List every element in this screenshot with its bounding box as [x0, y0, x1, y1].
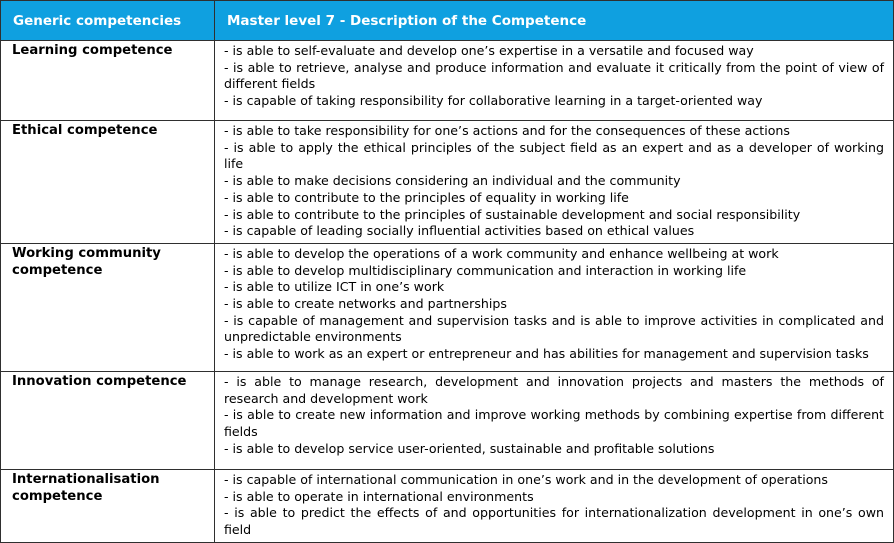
- table-body: [1, 41, 894, 543]
- description-item: - is able to utilize ICT in one’s work: [224, 279, 445, 295]
- competence-description: [215, 121, 894, 244]
- description-item: - is able to operate in international environments: [224, 488, 534, 504]
- description-item: - is able to take responsibility for one’s actions and for the consequences of these actions: [224, 123, 790, 138]
- competence-name: Ethical competence: [1, 121, 215, 244]
- table-header: [1, 1, 894, 41]
- description-item: - is able to predict the effects of and opportunities for internationalization development in one’s own field: [224, 505, 884, 538]
- table-row: [1, 121, 894, 244]
- table-row: [1, 41, 894, 121]
- table-row: [1, 371, 894, 469]
- description-item: - is able to manage research, development and innovation projects and masters the methods of research and development work: [224, 373, 884, 406]
- competence-description: [215, 243, 894, 371]
- competence-name: Learning competence: [1, 41, 215, 121]
- competence-name: Innovation competence: [1, 371, 215, 469]
- table-row: [1, 469, 894, 542]
- description-item: - is able to create networks and partnerships: [224, 296, 507, 312]
- description-item: - is able to contribute to the principles of sustainable development and social responsibility: [224, 206, 801, 222]
- description-item: - is able to retrieve, analyse and produce information and evaluate it critically from the point of view of different fields: [224, 59, 884, 92]
- description-item: - is able to make decisions considering an individual and the community: [224, 173, 681, 189]
- header-generic-competencies: Generic competencies: [1, 1, 215, 41]
- description-item: - is able to develop service user-oriented, sustainable and profitable solutions: [224, 440, 715, 456]
- table-row: [1, 243, 894, 371]
- description-item: - is able to work as an expert or entrepreneur and has abilities for management and supervision tasks: [224, 346, 869, 362]
- description-item: - is capable of leading socially influential activities based on ethical values: [224, 223, 695, 239]
- description-item: - is capable of international communication in one’s work and in the development of operations: [224, 471, 828, 487]
- description-item: - is able to apply the ethical principles of the subject field as an expert and as a developer of working life: [224, 139, 884, 172]
- description-item: - is able to develop multidisciplinary communication and interaction in working life: [224, 262, 747, 278]
- competence-description: [215, 41, 894, 121]
- header-row: [1, 1, 894, 41]
- description-item: - is capable of management and supervision tasks and is able to improve activities in complicated and unpredictable environments: [224, 312, 884, 345]
- description-item: - is able to create new information and improve working methods by combining expertise from different fields: [224, 407, 884, 440]
- description-item: - is able to self-evaluate and develop one’s expertise in a versatile and focused way: [224, 43, 754, 58]
- competence-description: [215, 469, 894, 542]
- competence-name: Internationalisation competence: [1, 469, 215, 542]
- competence-description: [215, 371, 894, 469]
- description-item: - is capable of taking responsibility for collaborative learning in a target-oriented way: [224, 93, 763, 109]
- competence-name: Working community competence: [1, 243, 215, 371]
- description-item: - is able to contribute to the principles of equality in working life: [224, 189, 629, 205]
- header-competence-description: Master level 7 - Description of the Competence: [215, 1, 894, 41]
- description-item: - is able to develop the operations of a work community and enhance wellbeing at work: [224, 245, 779, 261]
